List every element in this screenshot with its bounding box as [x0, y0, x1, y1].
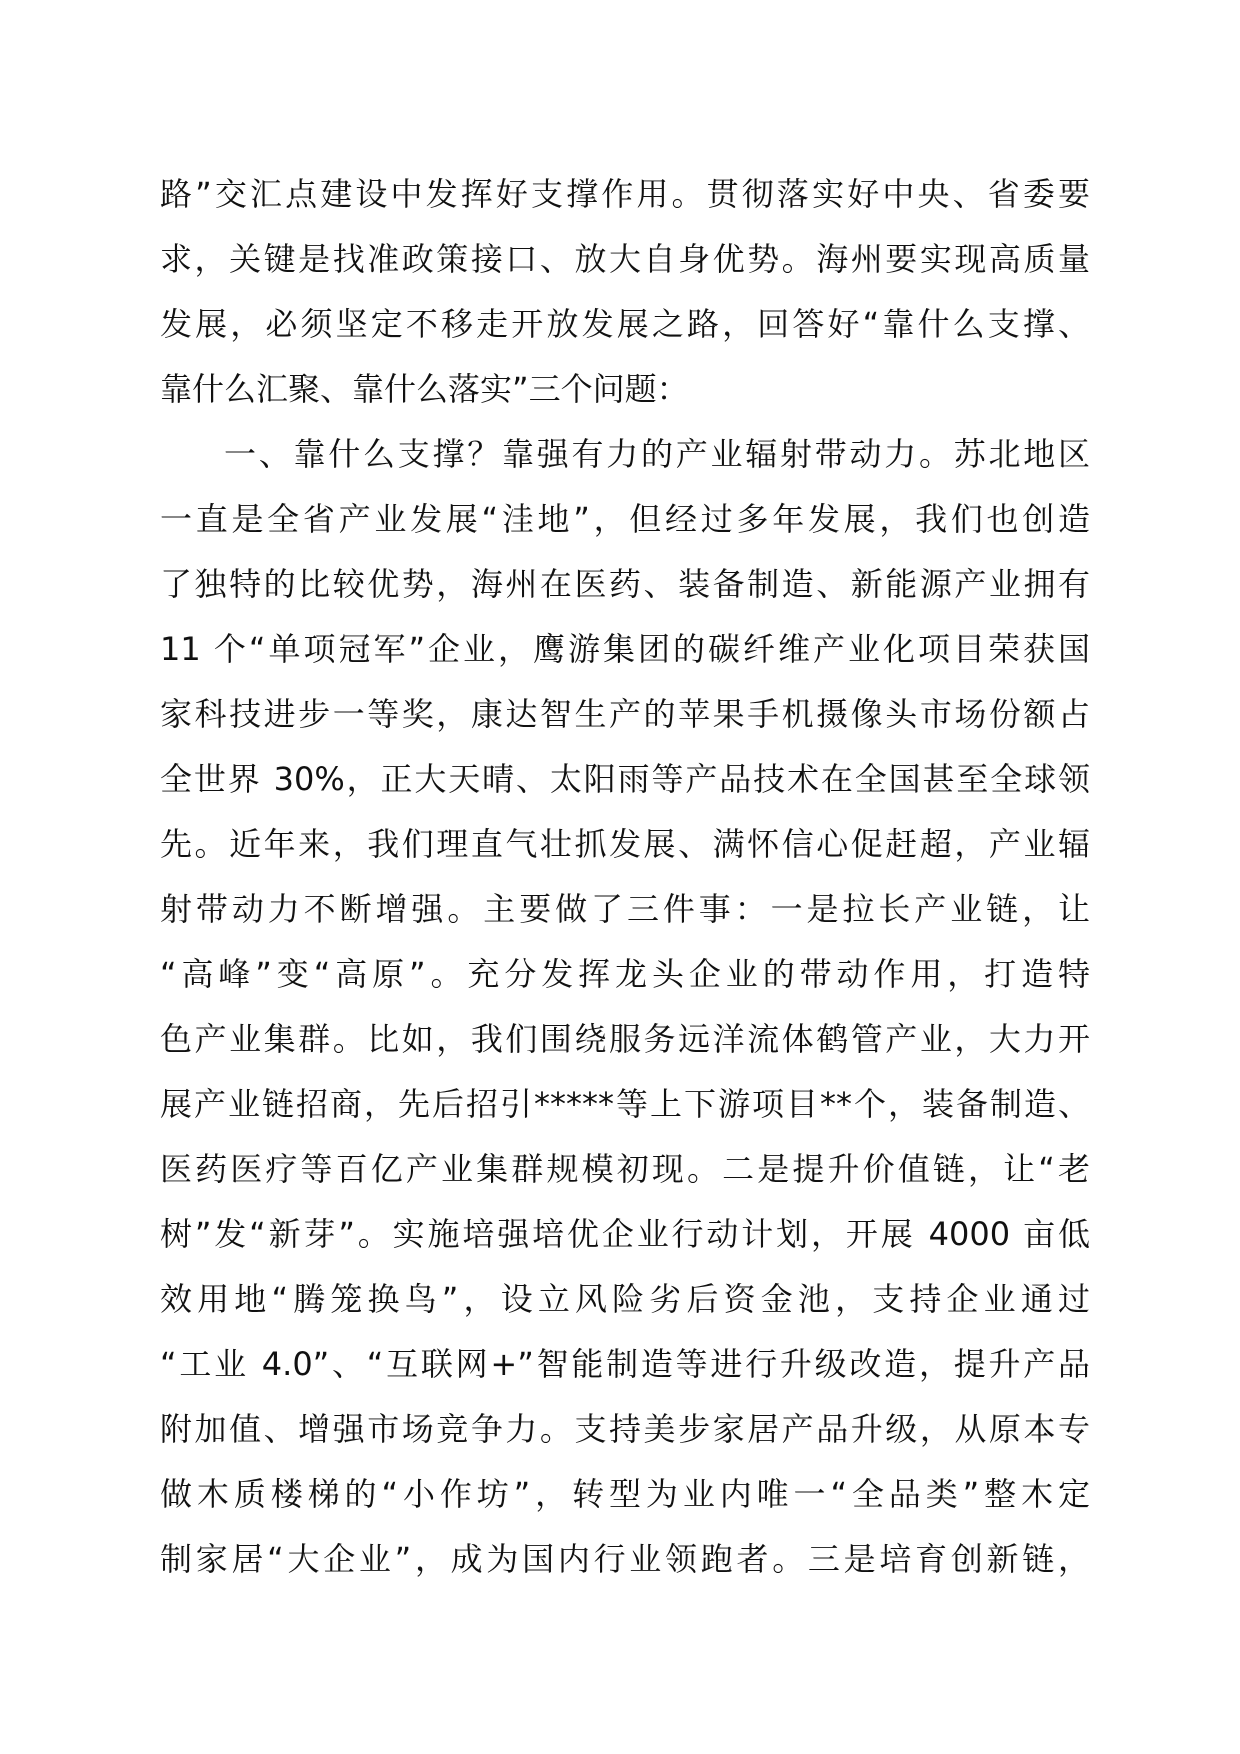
text-line: 全世界 30%，正大天晴、太阳雨等产品技术在全国甚至全球领 [160, 760, 1090, 798]
text-line: 展产业链招商，先后招引*****等上下游项目**个，装备制造、 [160, 1085, 1090, 1123]
text-line: 家科技进步一等奖，康达智生产的苹果手机摄像头市场份额占 [160, 695, 1090, 733]
text-line: 11 个“单项冠军”企业，鹰游集团的碳纤维产业化项目荣获国 [160, 630, 1090, 668]
text-line: 做木质楼梯的“小作坊”，转型为业内唯一“全品类”整木定 [160, 1475, 1090, 1513]
text-line: 一直是全省产业发展“洼地”，但经过多年发展，我们也创造 [160, 500, 1090, 538]
text-line: 发展，必须坚定不移走开放发展之路，回答好“靠什么支撑、 [160, 305, 1090, 343]
text-line: “高峰”变“高原”。充分发挥龙头企业的带动作用，打造特 [160, 955, 1090, 993]
text-line: 树”发“新芽”。实施培强培优企业行动计划，开展 4000 亩低 [160, 1215, 1090, 1253]
text-line: 制家居“大企业”，成为国内行业领跑者。三是培育创新链， [160, 1540, 1090, 1578]
text-line: 路”交汇点建设中发挥好支撑作用。贯彻落实好中央、省委要 [160, 175, 1090, 213]
text-line: 色产业集群。比如，我们围绕服务远洋流体鹤管产业，大力开 [160, 1020, 1090, 1058]
text-line: 先。近年来，我们理直气壮抓发展、满怀信心促赶超，产业辐 [160, 825, 1090, 863]
text-line: 效用地“腾笼换鸟”，设立风险劣后资金池，支持企业通过 [160, 1280, 1090, 1318]
text-line: 了独特的比较优势，海州在医药、装备制造、新能源产业拥有 [160, 565, 1090, 603]
body-text [160, 162, 1090, 1592]
paragraph-start-line: 一、靠什么支撑？靠强有力的产业辐射带动力。苏北地区 [224, 435, 1090, 473]
text-line: “工业 4.0”、“互联网+”智能制造等进行升级改造，提升产品 [160, 1345, 1090, 1383]
text-line: 靠什么汇聚、靠什么落实”三个问题： [160, 370, 689, 408]
text-line: 附加值、增强市场竞争力。支持美步家居产品升级，从原本专 [160, 1410, 1090, 1448]
text-line: 射带动力不断增强。主要做了三件事：一是拉长产业链，让 [160, 890, 1090, 928]
text-line: 医药医疗等百亿产业集群规模初现。二是提升价值链，让“老 [160, 1150, 1090, 1188]
text-line: 求，关键是找准政策接口、放大自身优势。海州要实现高质量 [160, 240, 1090, 278]
